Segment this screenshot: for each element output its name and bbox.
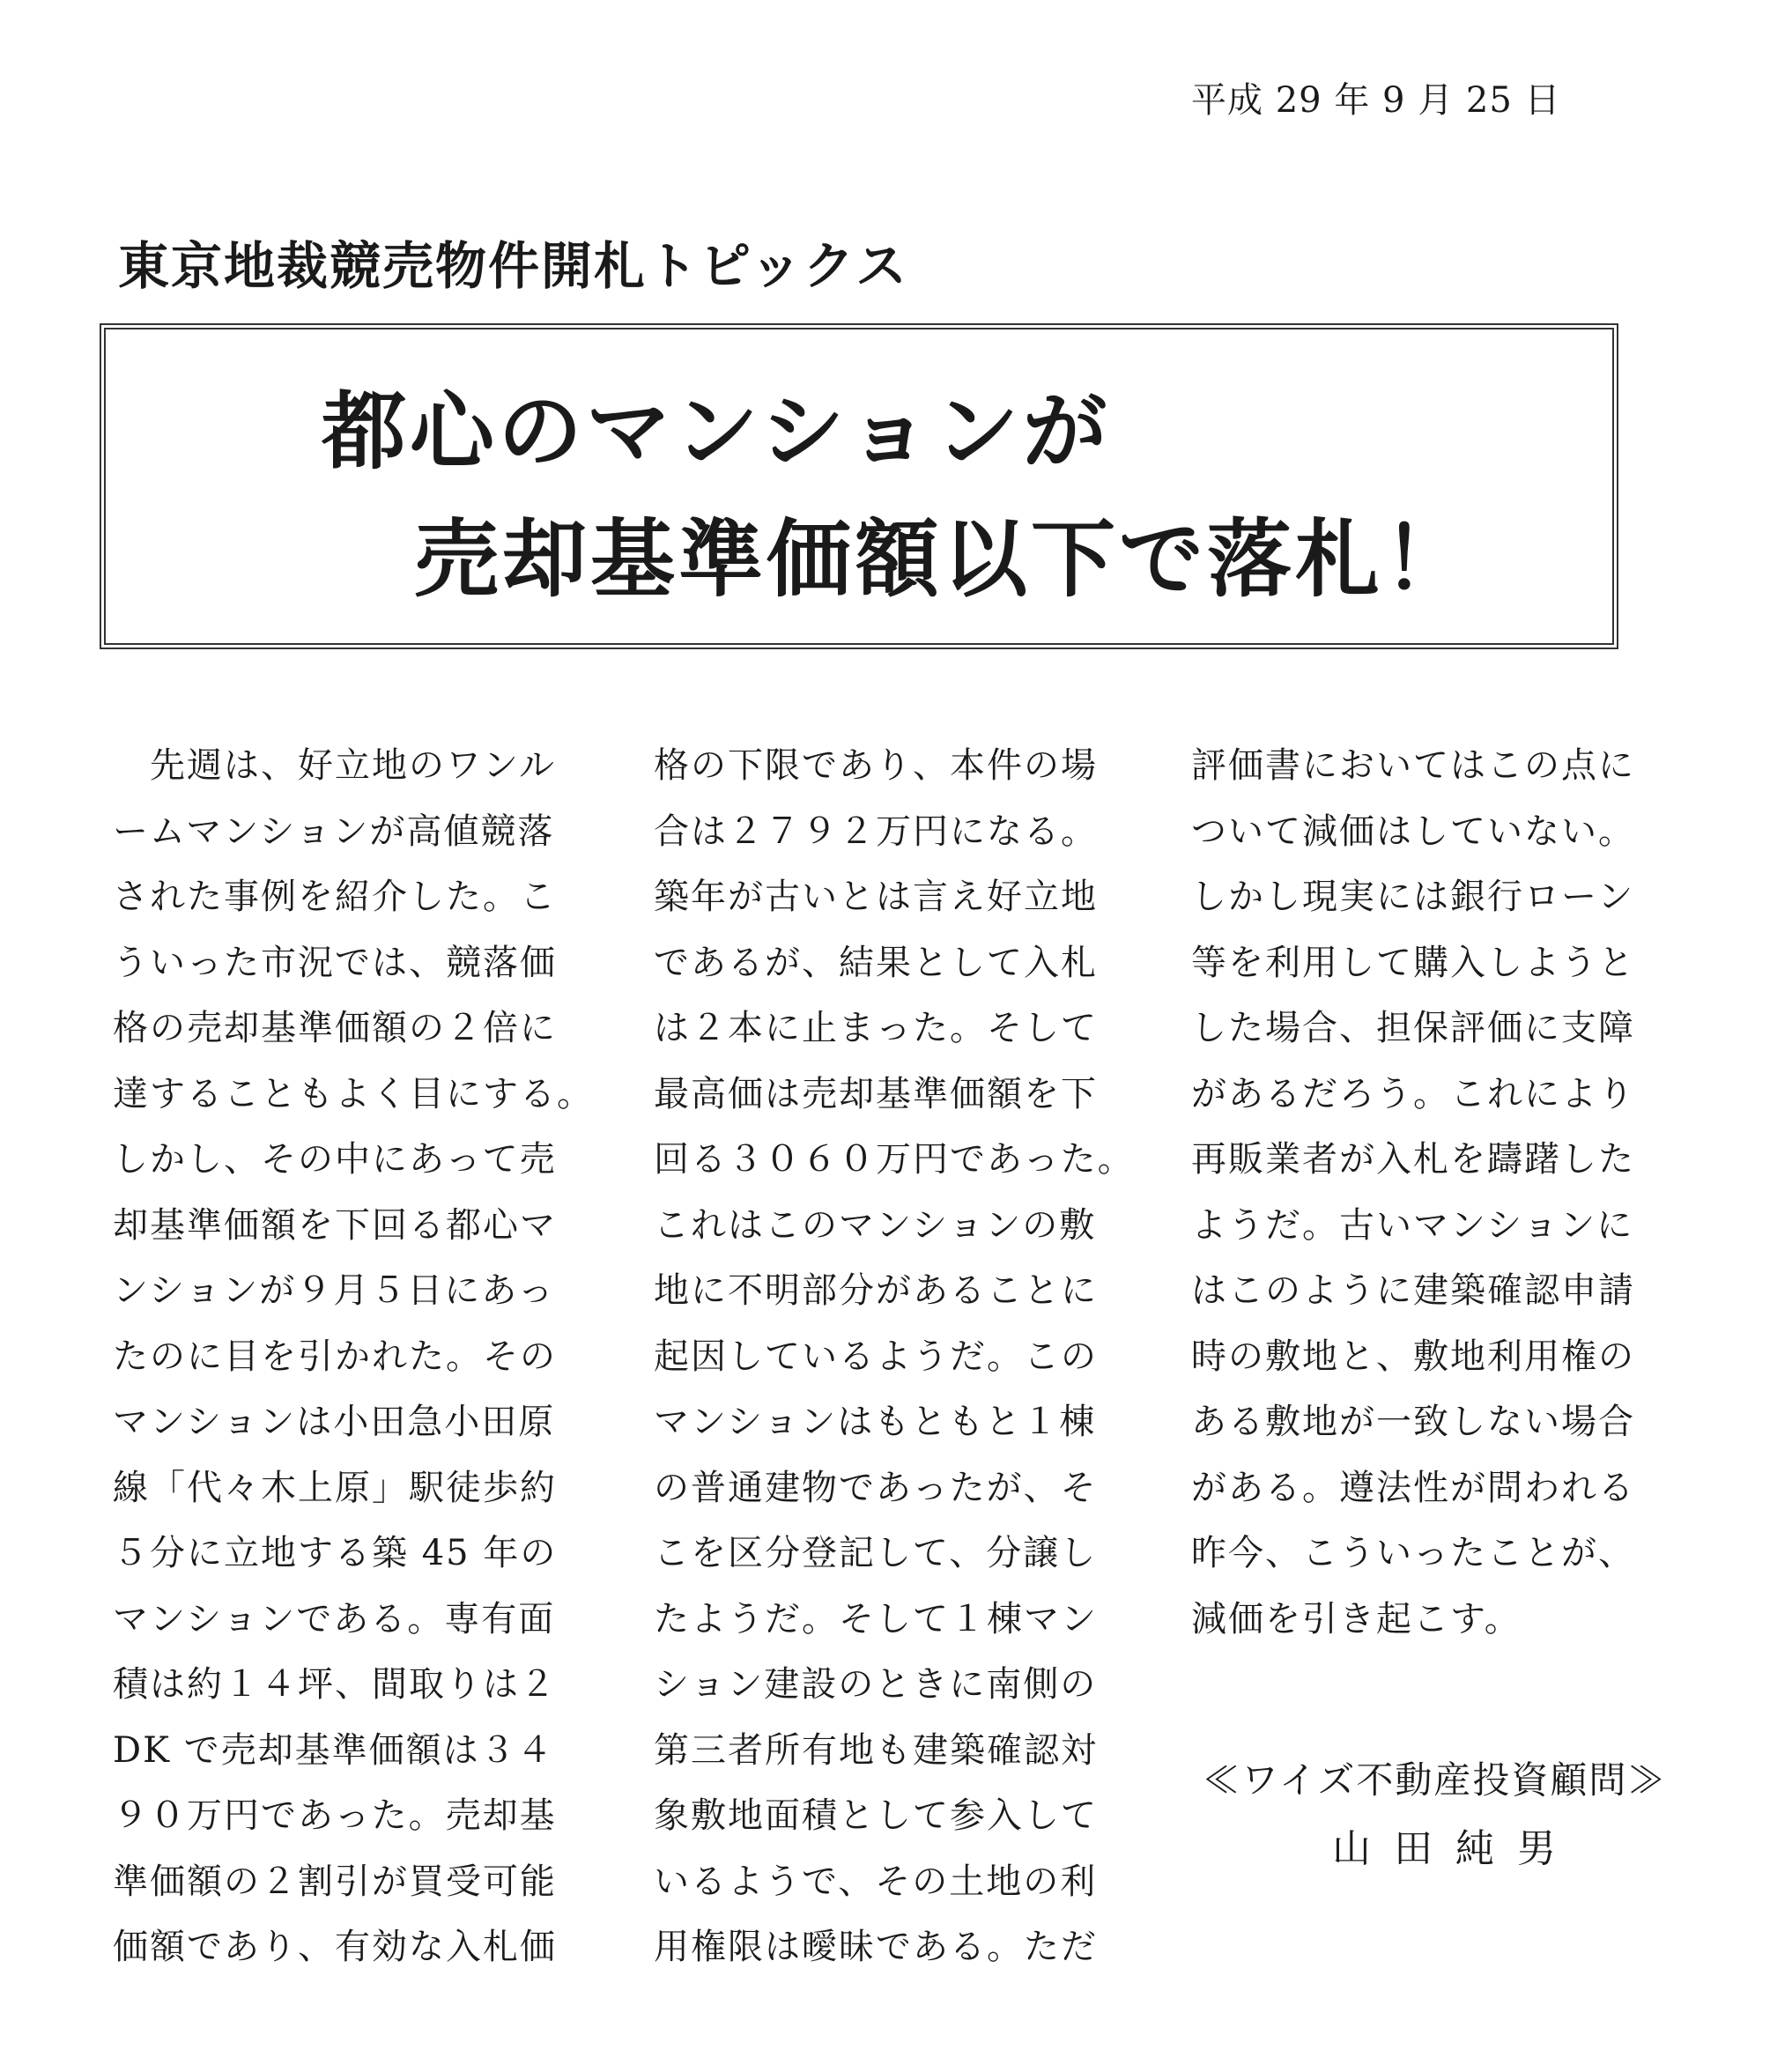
text-line: は２本に止まった。そして (654, 1008, 1098, 1048)
text-line: ション建設のときに南側の (654, 1664, 1098, 1705)
text-line: 昨今、こういったことが、 (1191, 1533, 1635, 1573)
text-line: はこのように建築確認申請 (1191, 1270, 1635, 1311)
text-line: された事例を紹介した。こ (113, 877, 557, 917)
text-line: した場合、担保評価に支障 (1191, 1008, 1635, 1048)
text-line: 再販業者が入札を躊躇した (1191, 1139, 1635, 1180)
text-line: 減価を引き起こす。 (1191, 1598, 1522, 1639)
text-line: マンションは小田急小田原 (113, 1402, 556, 1442)
text-line: ういった市況では、競落価 (113, 942, 557, 983)
text-line: ５分に立地する築 45 年の (113, 1533, 558, 1573)
text-line: マンションである。専有面 (113, 1598, 556, 1639)
text-line: 最高価は売却基準価額を下 (654, 1073, 1098, 1114)
text-line: 合は２７９２万円になる。 (654, 810, 1098, 852)
text-line: 築年が古いとは言え好立地 (654, 877, 1098, 917)
headline-box (104, 328, 1614, 645)
text-line: 格の売却基準価額の２倍に (113, 1008, 557, 1048)
text-line: 象敷地面積として参入して (654, 1795, 1098, 1836)
text-line: いるようで、その土地の利 (654, 1861, 1098, 1902)
text-line: こを区分登記して、分譲し (654, 1533, 1098, 1573)
text-line: ついて減価はしていない。 (1191, 810, 1635, 852)
text-line: 先週は、好立地のワンル (113, 745, 556, 786)
text-line: 積は約１４坪、間取りは２ (113, 1664, 557, 1705)
text-line: ようだ。古いマンションに (1191, 1204, 1634, 1246)
text-line: 準価額の２割引が買受可能 (113, 1861, 557, 1902)
text-line: DK で売却基準価額は３４ (113, 1729, 554, 1771)
article-date: 平成 29 年 9 月 25 日 (1191, 80, 1561, 121)
headline-line-1: 都心のマンションが (322, 382, 1111, 481)
body-column-1 (113, 733, 594, 1980)
text-line: 等を利用して購入しようと (1191, 942, 1635, 983)
text-line: ンションが９月５日にあっ (113, 1270, 555, 1311)
text-line: 起因しているようだ。この (654, 1336, 1098, 1377)
text-line: ある敷地が一致しない場合 (1191, 1402, 1635, 1442)
text-line: 評価書においてはこの点に (1191, 745, 1635, 786)
body-column-2 (654, 733, 1135, 1980)
text-line: がある。遵法性が問われる (1191, 1467, 1635, 1508)
text-line: であるが、結果として入札 (654, 942, 1098, 983)
text-line: これはこのマンションの敷 (654, 1204, 1097, 1246)
text-line: 用権限は曖昧である。ただ (654, 1927, 1098, 1967)
text-line: マンションはもともと１棟 (654, 1402, 1097, 1442)
section-kicker: 東京地裁競売物件開札トピックス (118, 236, 909, 296)
text-line: たようだ。そして１棟マン (654, 1598, 1098, 1639)
text-line: 価額であり、有効な入札価 (113, 1927, 557, 1967)
headline-line-2: 売却基準価額以下で落札！ (414, 510, 1471, 609)
text-line: の普通建物であったが、そ (654, 1467, 1098, 1508)
text-line: 達することもよく目にする。 (113, 1073, 594, 1114)
text-line: があるだろう。これにより (1191, 1073, 1635, 1114)
text-line: 格の下限であり、本件の場 (654, 745, 1098, 786)
text-line: 却基準価額を下回る都心マ (113, 1204, 557, 1246)
body-column-3 (1191, 733, 1635, 1652)
text-line: たのに目を引かれた。その (113, 1336, 557, 1377)
text-line: 第三者所有地も建築確認対 (654, 1729, 1098, 1771)
signature-author: 山田純男 (1332, 1826, 1579, 1871)
text-line: 回る３０６０万円であった。 (654, 1139, 1135, 1180)
text-line: しかし、その中にあって売 (113, 1139, 557, 1180)
text-line: ームマンションが高値競落 (113, 810, 555, 852)
text-line: ９０万円であった。売却基 (113, 1795, 557, 1836)
text-line: 線「代々木上原」駅徒歩約 (113, 1467, 557, 1508)
text-line: しかし現実には銀行ローン (1191, 877, 1635, 917)
text-line: 時の敷地と、敷地利用権の (1191, 1336, 1635, 1377)
text-line: 地に不明部分があることに (654, 1270, 1098, 1311)
signature-company: ≪ワイズ不動産投資顧問≫ (1203, 1758, 1667, 1802)
